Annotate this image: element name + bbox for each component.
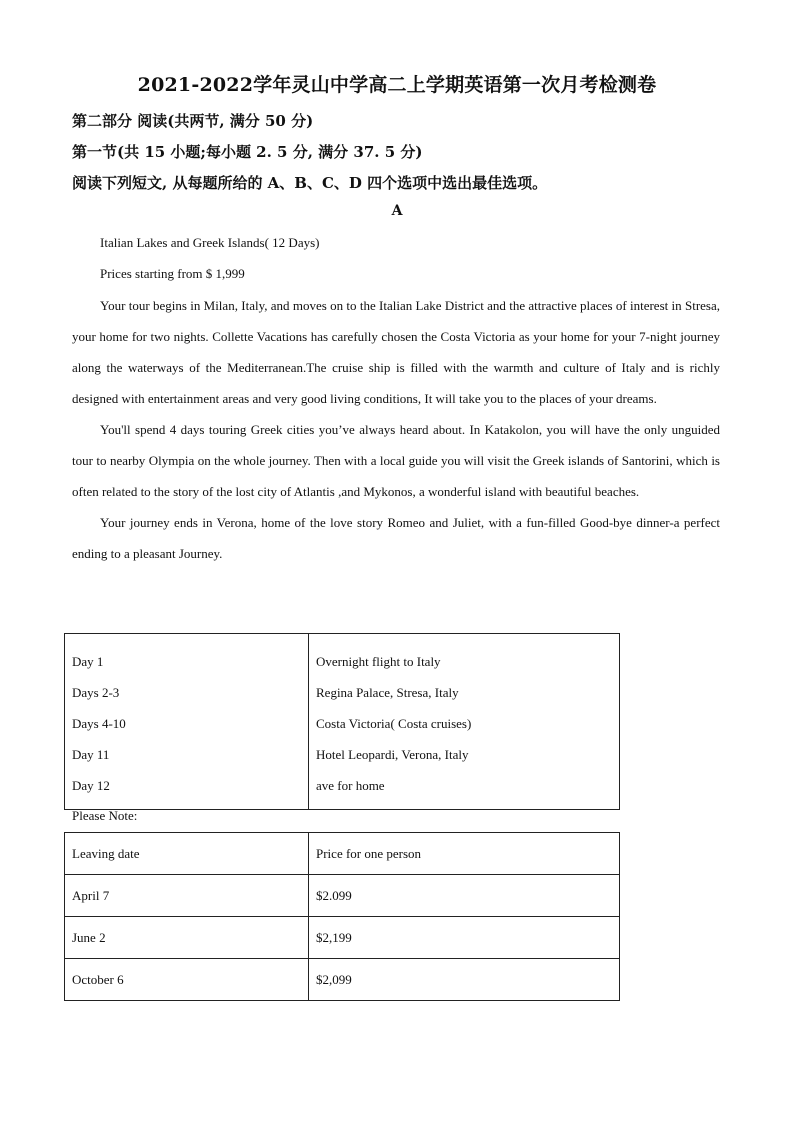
day-label: Day 1 [72,654,104,669]
price-table [64,832,620,1001]
itinerary-table [64,633,620,810]
note-label: Please Note: [72,808,138,823]
day-detail: ave for home [316,778,385,793]
leaving-date-cell: October 6 [65,959,309,1001]
paragraph: Your tour begins in Milan, Italy, and moves on to the Italian Lake District and the attractive places of interest in Stresa, your home for two nights. Collette Vacations has carefully chosen the Costa Victoria as your home for your 7-night journey along the waterways of the Mediterranean.The cruise ship is filled with the warmth and culture of Italy and is richly designed with entertainment areas and very good living conditions, It will take you to the places of your dreams. [72,298,720,406]
day-detail: Hotel Leopardi, Verona, Italy [316,747,469,762]
table-row [65,875,620,917]
day-detail: Costa Victoria( Costa cruises) [316,716,472,731]
column-header: Price for one person [309,833,620,875]
table-row [65,959,620,1001]
leaving-date-cell: June 2 [65,917,309,959]
section-heading: 第一节(共 15 小题;每小题 2. 5 分, 满分 37. 5 分) [72,143,423,161]
column-header: Leaving date [65,833,309,875]
day-label: Day 12 [72,778,110,793]
day-detail: Overnight flight to Italy [316,654,441,669]
day-label: Day 11 [72,747,110,762]
leaving-date-cell: April 7 [65,875,309,917]
instruction-text: 阅读下列短文, 从每题所给的 A、B、C、D 四个选项中选出最佳选项。 [72,174,548,192]
day-label: Days 4-10 [72,716,126,731]
itinerary-days-cell [65,634,309,810]
table-row [65,634,620,810]
table-row [65,917,620,959]
day-label: Days 2-3 [72,685,120,700]
document-title: 2021-2022学年灵山中学高二上学期英语第一次月考检测卷 [137,74,657,96]
passage-label: A [391,203,403,219]
passage-heading: Italian Lakes and Greek Islands( 12 Days) [100,235,320,250]
paragraph: You'll spend 4 days touring Greek cities you’ve always heard about. In Katakolon, you will have the only unguided tour to nearby Olympia on the whole journey. Then with a local guide you will visit the Greek islands of Santorini, which is often related to the story of the lost city of Atlantis ,and Mykonos, a wonderful island with beautiful beaches. [72,422,720,499]
table-row [65,833,620,875]
price-cell: $2,199 [309,917,620,959]
itinerary-details-cell [309,634,620,810]
price-cell: $2.099 [309,875,620,917]
part-heading: 第二部分 阅读(共两节, 满分 50 分) [72,112,314,130]
day-detail: Regina Palace, Stresa, Italy [316,685,459,700]
price-line: Prices starting from $ 1,999 [100,266,245,281]
passage-body [72,290,720,569]
price-cell: $2,099 [309,959,620,1001]
paragraph: Your journey ends in Verona, home of the love story Romeo and Juliet, with a fun-filled Good-bye dinner-a perfect ending to a pleasant Journey. [72,515,720,561]
